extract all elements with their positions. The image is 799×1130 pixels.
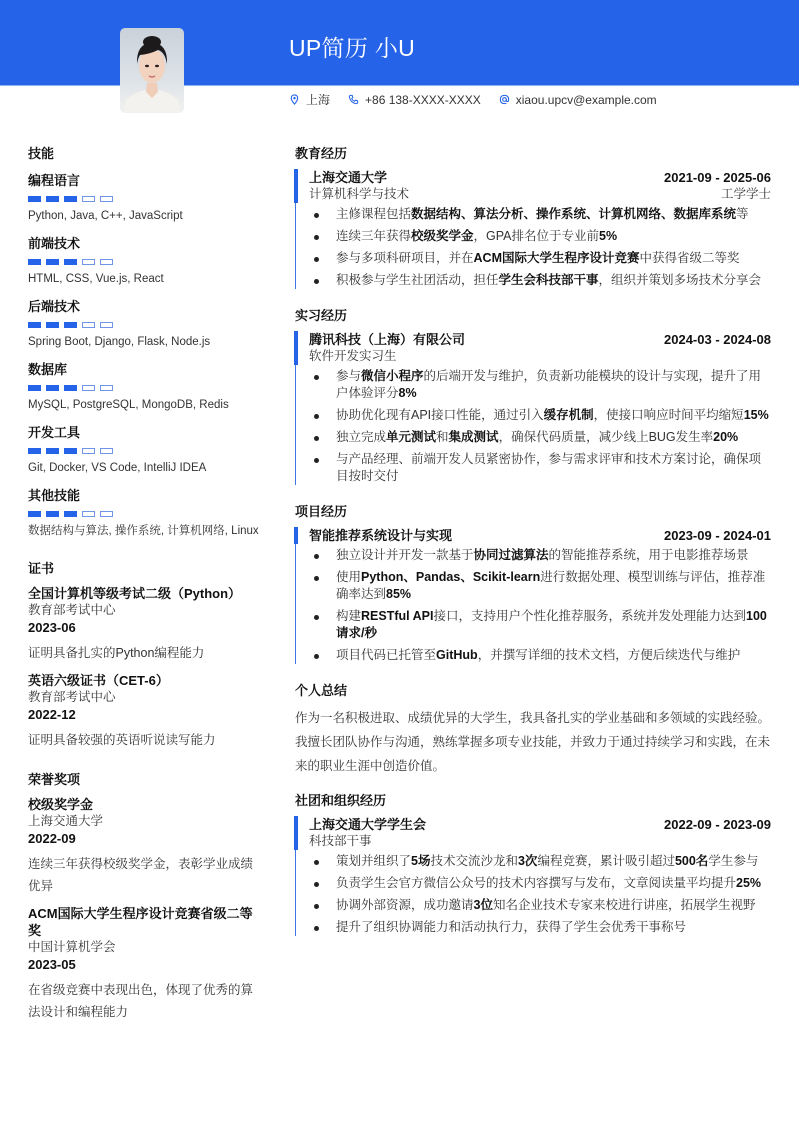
highlight-text: 集成测试: [448, 430, 499, 444]
skill-level-segment: [64, 511, 77, 517]
organization-bullets: [309, 853, 771, 936]
summary-text: 作为一名积极进取、成绩优异的大学生，我具备扎实的学业基础和多领域的实践经验。我擅长团队协作与沟通，熟练掌握多项专业技能，并致力于通过持续学习和实践，在未来的职业生涯中创造价值。: [295, 711, 771, 773]
highlight-text: 3位: [473, 898, 493, 912]
contact-bar: [289, 91, 675, 108]
internship-bullets: [309, 368, 771, 485]
skill-item: [28, 422, 260, 476]
skills-section-title: 技能: [28, 146, 55, 161]
highlight-text: 500名: [674, 854, 709, 868]
certificates-item: [28, 585, 260, 664]
highlight-text: 20%: [713, 430, 739, 444]
skills-list: [28, 170, 260, 539]
bullet-text: 学生参与: [708, 854, 759, 868]
main-column: [295, 143, 771, 952]
skill-level-segment: [100, 511, 113, 517]
certificates-date: 2023-06: [28, 620, 76, 635]
sidebar-column: [28, 143, 260, 1031]
skill-item: [28, 359, 260, 413]
avatar: [120, 28, 184, 113]
bullet-text: 协调外部资源，成功邀请: [336, 898, 474, 912]
highlight-text: 单元测试: [386, 430, 437, 444]
skill-name: 开发工具: [28, 425, 81, 440]
skill-level-segment: [46, 259, 59, 265]
highlight-text: 校级奖学金: [411, 229, 474, 243]
degree: 工学学士: [720, 187, 771, 201]
project-entry: [295, 527, 771, 664]
bullet-text: 和: [436, 430, 449, 444]
bullet-item: [309, 206, 771, 223]
highlight-text: 25%: [736, 876, 762, 890]
bullet-item: [309, 547, 771, 564]
bullet-item: [309, 451, 771, 485]
honors-description: 在省级竞赛中表现出色，体现了优秀的算法设计和编程能力: [28, 983, 254, 1019]
skill-level-segment: [64, 196, 77, 202]
honors-issuer: 中国计算机学会: [28, 940, 116, 954]
skill-description: Python, Java, C++, JavaScript: [28, 210, 183, 222]
highlight-text: 数据结构、算法分析、操作系统、计算机网络、数据库系统: [411, 207, 737, 221]
skill-name: 其他技能: [28, 488, 81, 503]
skill-level-segment: [100, 196, 113, 202]
honors-issuer: 上海交通大学: [28, 814, 104, 828]
education-date: 2021-09 - 2025-06: [664, 170, 771, 185]
certificates-description: 证明具备较强的英语听说读写能力: [28, 733, 216, 747]
bullet-text: ，确保代码质量，减少线上BUG发生率: [498, 430, 714, 444]
skill-level-segment: [82, 511, 95, 517]
project-section-title: 项目经历: [295, 504, 348, 519]
highlight-text: 5场: [411, 854, 431, 868]
highlight-text: ACM国际大学生程序设计竞赛: [473, 251, 640, 265]
honors-date: 2022-09: [28, 831, 76, 846]
bullet-item: [309, 608, 771, 642]
organization-role: 科技部干事: [309, 834, 372, 848]
highlight-text: GitHub: [436, 648, 478, 662]
skill-level-segment: [100, 385, 113, 391]
skill-level-segment: [100, 259, 113, 265]
highlight-text: 5%: [599, 229, 618, 243]
bullet-text: 中获得省级二等奖: [639, 251, 740, 265]
skill-description: 数据结构与算法, 操作系统, 计算机网络, Linux: [28, 525, 259, 537]
certificates-issuer: 教育部考试中心: [28, 690, 116, 704]
skill-level-segment: [82, 196, 95, 202]
highlight-text: 缓存机制: [543, 408, 594, 422]
honors-title: 校级奖学金: [28, 797, 94, 812]
highlight-text: 15%: [743, 408, 769, 422]
bullet-text: 使用: [336, 570, 362, 584]
certificates-date: 2022-12: [28, 707, 76, 722]
skill-description: HTML, CSS, Vue.js, React: [28, 273, 164, 285]
project-name: 智能推荐系统设计与实现: [309, 528, 453, 543]
skill-item: [28, 296, 260, 350]
internship-date: 2024-03 - 2024-08: [664, 332, 771, 347]
skill-level-segment: [46, 322, 59, 328]
skill-item: [28, 233, 260, 287]
bullet-text: 的智能推荐系统，用于电影推荐场景: [548, 548, 749, 562]
bullet-item: [309, 853, 771, 870]
honors-description: 连续三年获得校级奖学金，表彰学业成绩优异: [28, 857, 254, 893]
certificates-list: [28, 585, 260, 751]
bullet-item: [309, 407, 771, 424]
honors-section-title: 荣誉奖项: [28, 772, 81, 787]
organization-entry: [295, 816, 771, 936]
skill-level-segment: [28, 511, 41, 517]
certificates-section-title: 证书: [28, 561, 55, 576]
skill-level-segment: [46, 196, 59, 202]
certificates-issuer: 教育部考试中心: [28, 603, 116, 617]
bullet-item: [309, 272, 771, 289]
skill-level-bars: [28, 448, 260, 454]
organization-name: 上海交通大学学生会: [309, 817, 427, 832]
skill-name: 前端技术: [28, 236, 81, 251]
company-name: 腾讯科技（上海）有限公司: [309, 332, 466, 347]
at-sign-icon: [499, 94, 510, 105]
highlight-text: 学生会科技部干事: [498, 273, 599, 287]
highlight-text: 3次: [517, 854, 538, 868]
skill-name: 数据库: [28, 362, 68, 377]
skill-level-segment: [82, 385, 95, 391]
skill-description: MySQL, PostgreSQL, MongoDB, Redis: [28, 399, 229, 411]
bullet-text: 参与多项科研项目，并在: [336, 251, 474, 265]
honors-item: [28, 796, 260, 897]
skill-item: [28, 170, 260, 224]
skill-level-segment: [64, 322, 77, 328]
skill-description: Spring Boot, Django, Flask, Node.js: [28, 336, 211, 348]
highlight-text: 微信小程序: [361, 369, 424, 383]
skill-level-segment: [28, 259, 41, 265]
highlight-text: 8%: [398, 386, 417, 400]
bullet-text: 参与: [336, 369, 362, 383]
major: 计算机科学与技术: [309, 187, 410, 201]
bullet-text: 等: [736, 207, 749, 221]
bullet-text: ，使接口响应时间平均缩短: [593, 408, 744, 422]
internship-role: 软件开发实习生: [309, 349, 397, 363]
skill-level-segment: [100, 448, 113, 454]
contact-location: [289, 91, 330, 108]
skill-level-segment: [64, 448, 77, 454]
honors-list: [28, 796, 260, 1023]
honors-item: [28, 905, 260, 1023]
skill-level-segment: [82, 259, 95, 265]
education-section-title: 教育经历: [295, 146, 348, 161]
bullet-text: 积极参与学生社团活动，担任: [336, 273, 499, 287]
skill-level-segment: [100, 322, 113, 328]
education-entry: [295, 169, 771, 289]
skill-level-segment: [82, 448, 95, 454]
education-bullets: [309, 206, 771, 289]
skill-level-bars: [28, 259, 260, 265]
bullet-text: 构建: [336, 609, 362, 623]
bullet-text: 接口，支持用户个性化推荐服务，系统并发处理能力达到: [433, 609, 746, 623]
bullet-text: 协助优化现有API接口性能，通过引入: [336, 408, 544, 422]
bullet-item: [309, 919, 771, 936]
skill-level-bars: [28, 511, 260, 517]
skill-level-segment: [28, 322, 41, 328]
skill-level-bars: [28, 322, 260, 328]
skill-item: [28, 485, 260, 539]
bullet-item: [309, 875, 771, 892]
highlight-text: 100请求/秒: [336, 609, 767, 640]
organization-date: 2022-09 - 2023-09: [664, 817, 771, 832]
skill-level-segment: [46, 511, 59, 517]
bullet-item: [309, 569, 771, 603]
skill-level-bars: [28, 385, 260, 391]
certificates-description: 证明具备扎实的Python编程能力: [28, 646, 205, 660]
phone-icon: [348, 94, 359, 105]
bullet-text: 编程竞赛，累计吸引超过: [537, 854, 675, 868]
bullet-text: 负责学生会官方微信公众号的技术内容撰写与发布，文章阅读量平均提升: [336, 876, 737, 890]
bullet-text: 主修课程包括: [336, 207, 412, 221]
project-date: 2023-09 - 2024-01: [664, 528, 771, 543]
highlight-text: 协同过滤算法: [473, 548, 549, 562]
bullet-text: 提升了组织协调能力和活动执行力，获得了学生会优秀干事称号: [336, 920, 687, 934]
skill-level-segment: [64, 259, 77, 265]
contact-phone: [348, 93, 481, 107]
skill-level-segment: [46, 385, 59, 391]
skill-level-segment: [28, 196, 41, 202]
highlight-text: Python、Pandas、Scikit-learn: [361, 570, 541, 584]
bullet-item: [309, 429, 771, 446]
summary-section-title: 个人总结: [295, 683, 348, 698]
bullet-text: 连续三年获得: [336, 229, 412, 243]
bullet-text: 与产品经理、前端开发人员紧密协作，参与需求评审和技术方案讨论，确保项目按时交付: [336, 452, 762, 483]
bullet-text: 进行数据处理、模型训练与评估，推荐准确率达到: [336, 570, 766, 601]
organization-section-title: 社团和组织经历: [295, 793, 387, 808]
highlight-text: RESTful API: [361, 609, 434, 623]
bullet-text: 知名企业技术专家来校进行讲座，拓展学生视野: [492, 898, 756, 912]
bullet-text: 独立设计并开发一款基于: [336, 548, 474, 562]
bullet-item: [309, 228, 771, 245]
candidate-name: UP简历 小U: [289, 35, 416, 61]
skill-level-bars: [28, 196, 260, 202]
skill-level-segment: [82, 322, 95, 328]
bullet-item: [309, 368, 771, 402]
skill-level-segment: [46, 448, 59, 454]
school-name: 上海交通大学: [309, 170, 388, 185]
bullet-text: 策划并组织了: [336, 854, 412, 868]
bullet-text: 独立完成: [336, 430, 387, 444]
skill-description: Git, Docker, VS Code, IntelliJ IDEA: [28, 462, 207, 474]
bullet-item: [309, 250, 771, 267]
bullet-text: ，组织并策划多场技术分享会: [598, 273, 762, 287]
certificates-title: 全国计算机等级考试二级（Python）: [28, 586, 242, 601]
skill-level-segment: [28, 385, 41, 391]
skill-level-segment: [64, 385, 77, 391]
honors-title: ACM国际大学生程序设计竞赛省级二等奖: [28, 906, 253, 938]
skill-name: 后端技术: [28, 299, 81, 314]
bullet-text: 项目代码已托管至: [336, 648, 437, 662]
location-text: 上海: [306, 93, 331, 107]
skill-name: 编程语言: [28, 173, 81, 188]
highlight-text: 85%: [386, 587, 412, 601]
internship-section-title: 实习经历: [295, 308, 348, 323]
certificates-item: [28, 672, 260, 751]
bullet-text: ，GPA排名位于专业前: [473, 229, 600, 243]
bullet-item: [309, 647, 771, 664]
bullet-text: 的后端开发与维护，负责新功能模块的设计与实现，提升了用户体验评分: [336, 369, 762, 400]
bullet-text: 技术交流沙龙和: [430, 854, 518, 868]
internship-entry: [295, 331, 771, 485]
honors-date: 2023-05: [28, 957, 76, 972]
email-text: xiaou.upcv@example.com: [515, 92, 657, 107]
certificates-title: 英语六级证书（CET-6）: [28, 673, 169, 688]
location-pin-icon: [289, 94, 300, 105]
skill-level-segment: [28, 448, 41, 454]
project-bullets: [309, 547, 771, 664]
portrait-photo-icon: [120, 28, 184, 113]
bullet-text: ，并撰写详细的技术文档，方便后续迭代与维护: [477, 648, 741, 662]
phone-text: +86 138-XXXX-XXXX: [365, 92, 481, 107]
contact-email: [499, 93, 657, 107]
bullet-item: [309, 897, 771, 914]
